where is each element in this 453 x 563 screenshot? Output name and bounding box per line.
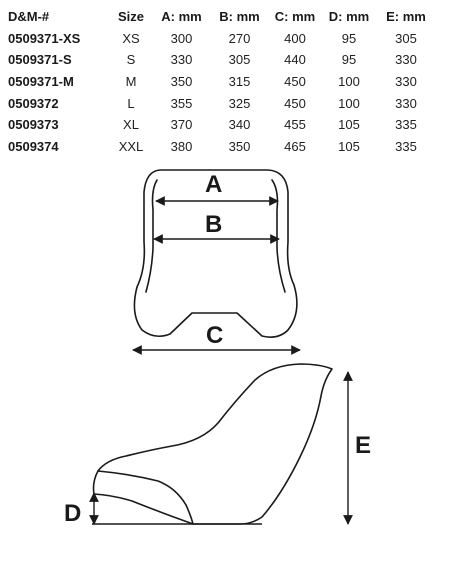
header-e: E: mm: [386, 9, 426, 25]
header-a: A: mm: [161, 9, 202, 25]
cell-c: 465: [284, 138, 306, 154]
cell-d: 95: [341, 52, 357, 68]
cell-size: XL: [123, 117, 139, 133]
dimension-c-label: C: [206, 322, 224, 349]
dimension-d-label: D: [64, 500, 82, 527]
cell-b: 340: [228, 117, 251, 133]
cell-d: 95: [341, 30, 357, 46]
dimension-a-label: A: [205, 171, 223, 198]
cell-size: M: [125, 74, 137, 90]
cell-c: 450: [284, 74, 306, 90]
cell-a: 300: [170, 30, 193, 46]
cell-part-number: 0509371-S: [8, 52, 72, 68]
cell-e: 335: [395, 138, 417, 154]
dimension-b-label: B: [205, 211, 223, 238]
header-d: D: mm: [328, 9, 370, 25]
cell-e: 330: [395, 74, 417, 90]
seat-inner-contour: [272, 180, 285, 292]
cell-c: 440: [284, 52, 306, 68]
cell-a: 330: [170, 52, 193, 68]
cell-a: 380: [170, 138, 193, 154]
cell-size: L: [127, 95, 135, 111]
cell-b: 270: [228, 30, 251, 46]
cell-d: 100: [338, 74, 360, 90]
cell-e: 330: [395, 95, 417, 111]
cell-b: 315: [228, 74, 251, 90]
cell-e: 335: [395, 117, 417, 133]
cell-a: 350: [170, 74, 193, 90]
cell-part-number: 0509372: [8, 95, 59, 111]
dimension-e-label: E: [355, 432, 372, 459]
cell-e: 330: [395, 52, 417, 68]
seat-side-view: [94, 364, 333, 524]
header-size: Size: [117, 9, 144, 25]
cell-part-number: 0509374: [8, 138, 59, 154]
cell-part-number: 0509371-XS: [8, 30, 81, 46]
cell-size: XXL: [118, 138, 144, 154]
cell-size: S: [126, 52, 136, 68]
cell-d: 100: [338, 95, 360, 111]
header-part-number: D&M-#: [8, 9, 50, 25]
seat-inner-contour: [146, 180, 157, 292]
cell-b: 305: [228, 52, 251, 68]
cell-size: XS: [122, 30, 140, 46]
cell-part-number: 0509371-M: [8, 74, 74, 90]
cell-c: 450: [284, 95, 306, 111]
cell-d: 105: [338, 117, 360, 133]
cell-a: 355: [170, 95, 193, 111]
cell-b: 325: [228, 95, 251, 111]
cell-c: 400: [284, 30, 306, 46]
cell-d: 105: [338, 138, 360, 154]
header-b: B: mm: [219, 9, 260, 25]
cell-e: 305: [395, 30, 417, 46]
cell-b: 350: [228, 138, 251, 154]
cell-part-number: 0509373: [8, 117, 59, 133]
cell-c: 455: [284, 117, 306, 133]
cell-a: 370: [170, 117, 193, 133]
seat-side-outline: [94, 364, 333, 524]
seat-side-contour: [98, 471, 193, 524]
header-c: C: mm: [274, 9, 316, 25]
